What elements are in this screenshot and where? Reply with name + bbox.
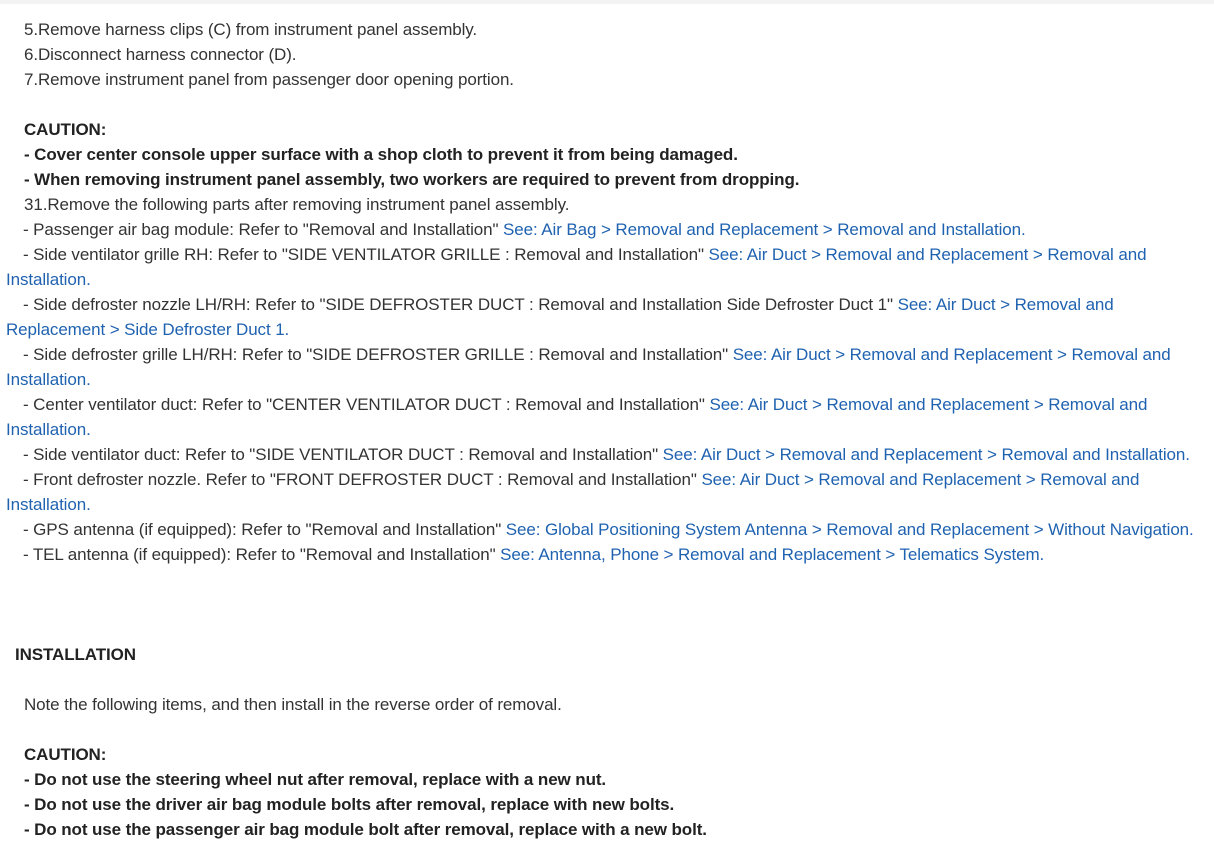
step-6: 6.Disconnect harness connector (D). — [24, 45, 297, 64]
caution-title: CAUTION: — [24, 120, 107, 139]
part-text: - Side ventilator duct: Refer to "SIDE VENTILATOR DUCT : Removal and Installation" — [23, 445, 663, 464]
part-link[interactable]: See: Air Duct > Removal and Replacement > Removal and Installation. — [6, 345, 1171, 389]
part-text: - TEL antenna (if equipped): Refer to "Removal and Installation" — [23, 545, 501, 564]
caution-item: - Do not use the driver air bag module bolts after removal, replace with new bolts. — [24, 795, 675, 814]
caution-title: CAUTION: — [24, 745, 107, 764]
part-text: - Side ventilator grille RH: Refer to "SIDE VENTILATOR GRILLE : Removal and Installation" — [23, 245, 709, 264]
part-link[interactable]: See: Air Duct > Removal and Replacement > Removal and Installation. — [6, 245, 1147, 289]
part-link[interactable]: See: Air Bag > Removal and Replacement > Removal and Installation. — [503, 220, 1026, 239]
caution-item: - Do not use the passenger air bag module bolt after removal, replace with a new bolt. — [24, 820, 707, 839]
top-border — [0, 0, 1214, 4]
part-link[interactable]: See: Air Duct > Removal and Replacement > Side Defroster Duct 1. — [6, 295, 1114, 339]
parts-list — [6, 217, 1202, 567]
part-text: - Side defroster grille LH/RH: Refer to "SIDE DEFROSTER GRILLE : Removal and Installation" — [23, 345, 733, 364]
caution-item: - Do not use the steering wheel nut after removal, replace with a new nut. — [24, 770, 607, 789]
part-link[interactable]: See: Air Duct > Removal and Replacement > Removal and Installation. — [6, 395, 1148, 439]
installation-note: Note the following items, and then install in the reverse order of removal. — [24, 695, 562, 714]
part-text: - Front defroster nozzle. Refer to "FRONT DEFROSTER DUCT : Removal and Installation" — [23, 470, 702, 489]
part-text: - GPS antenna (if equipped): Refer to "Removal and Installation" — [23, 520, 506, 539]
part-link[interactable]: See: Air Duct > Removal and Replacement > Removal and Installation. — [6, 470, 1140, 514]
caution-item: - When removing instrument panel assembly, two workers are required to prevent from dropping. — [24, 170, 800, 189]
caution-item: - Cover center console upper surface with a shop cloth to prevent it from being damaged. — [24, 145, 738, 164]
installation-heading: INSTALLATION — [15, 645, 136, 664]
part-link[interactable]: See: Antenna, Phone > Removal and Replacement > Telematics System. — [500, 545, 1045, 564]
part-text: - Side defroster nozzle LH/RH: Refer to "SIDE DEFROSTER DUCT : Removal and Installation Side Defroster Duct 1" — [23, 295, 898, 314]
part-link[interactable]: See: Global Positioning System Antenna > Removal and Replacement > Without Navigation. — [505, 520, 1194, 539]
part-text: - Center ventilator duct: Refer to "CENTER VENTILATOR DUCT : Removal and Installation" — [23, 395, 710, 414]
step-5: 5.Remove harness clips (C) from instrument panel assembly. — [24, 20, 478, 39]
part-text: - Passenger air bag module: Refer to "Removal and Installation" — [23, 220, 504, 239]
step-7: 7.Remove instrument panel from passenger door opening portion. — [24, 70, 514, 89]
part-link[interactable]: See: Air Duct > Removal and Replacement > Removal and Installation. — [662, 445, 1190, 464]
step-31: 31.Remove the following parts after removing instrument panel assembly. — [24, 195, 570, 214]
